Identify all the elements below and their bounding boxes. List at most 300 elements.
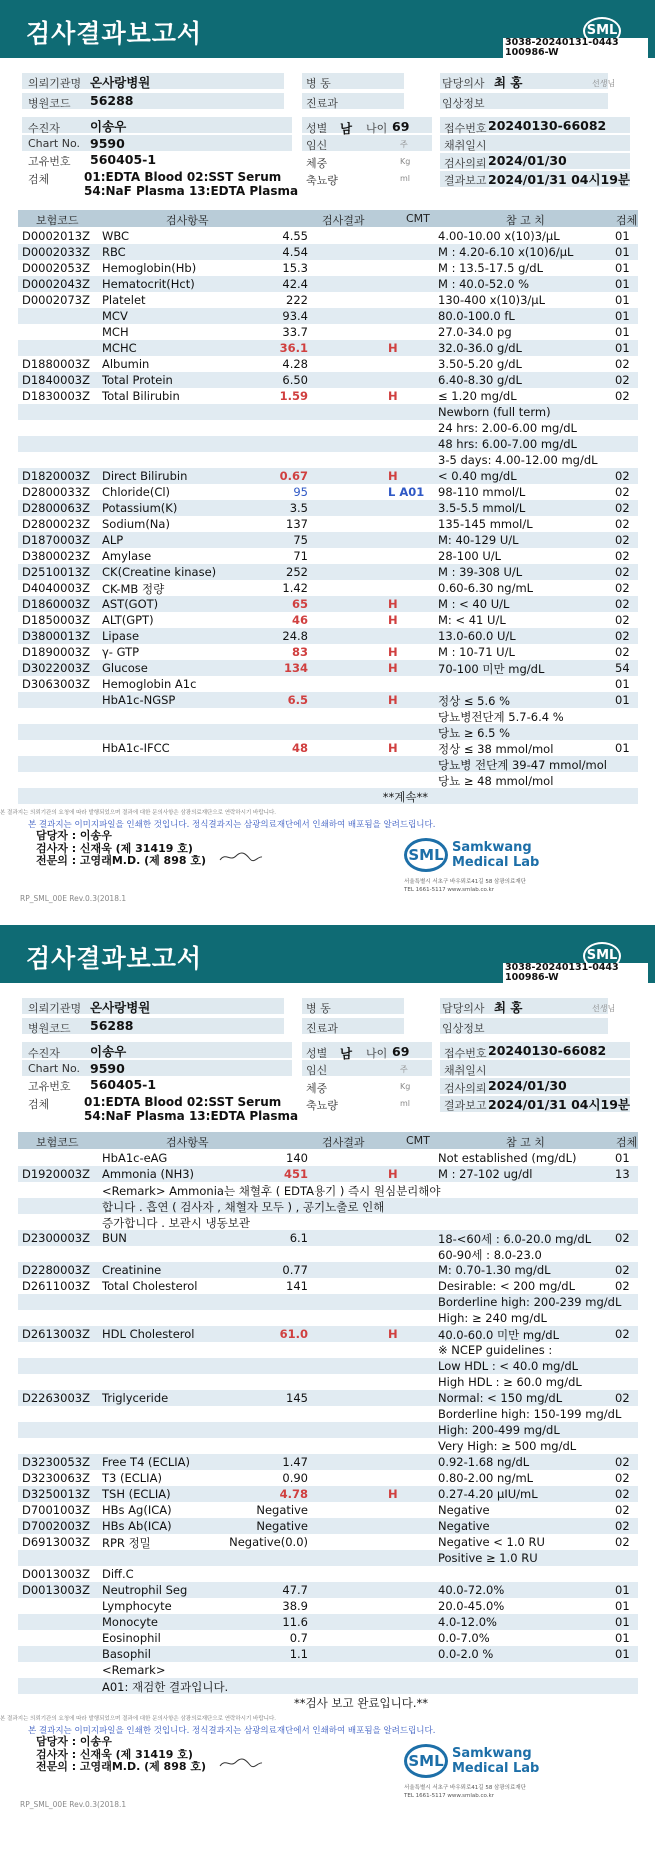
receipt-value: 20240130-66082 (488, 118, 607, 133)
table-row (18, 1598, 638, 1614)
request-label: 검사의뢰 (444, 157, 487, 170)
row-specimen: 01 (615, 1631, 630, 1645)
table-row (18, 404, 638, 420)
row-name: Lymphocyte (102, 1599, 172, 1613)
table-row (18, 1278, 638, 1294)
row-ref: 135-145 mmol/L (438, 517, 533, 531)
sign-staff: 담당자 : 이송우 (36, 829, 112, 842)
urine-label: 축뇨량 (306, 1099, 338, 1112)
row-code: D0002013Z (22, 229, 90, 243)
table-row (18, 564, 638, 580)
row-result: 11.6 (282, 1615, 308, 1629)
row-result: 6.5 (287, 693, 308, 707)
specimen-label: 검체 (28, 173, 50, 186)
row-result: 83 (291, 645, 308, 659)
row-ref: Positive ≥ 1.0 RU (438, 1551, 538, 1565)
row-ref: 0.92-1.68 ng/dL (438, 1455, 530, 1469)
table-row (18, 1518, 638, 1534)
row-specimen: 01 (615, 1583, 630, 1597)
row-specimen: 02 (615, 1503, 630, 1517)
pregnancy-label: 임신 (306, 1064, 328, 1077)
row-result: Negative(0.0) (229, 1535, 308, 1549)
table-row (18, 308, 638, 324)
lab-name-line: Medical Lab (452, 855, 540, 870)
table-row (18, 500, 638, 516)
row-flag: H (388, 1327, 398, 1341)
row-specimen: 01 (615, 693, 630, 707)
footer-disclaimer: 본 결과지는 의뢰기관의 요청에 따라 발행되었으며 결과에 대한 문의사항은 삼광의료재단으로 연락하시기 바랍니다. (0, 810, 277, 816)
table-row (18, 1166, 638, 1182)
row-name: Ammonia (NH3) (102, 1167, 195, 1181)
doctor-suffix: 선생님 (592, 1004, 616, 1013)
row-name: HbA1c-NGSP (102, 693, 176, 707)
table-row (18, 1694, 638, 1710)
row-ref: 3-5 days: 4.00-12.00 mg/dL (438, 453, 598, 467)
table-row (18, 1198, 638, 1214)
row-flag: H (388, 597, 398, 611)
row-code: D2800033Z (22, 485, 90, 499)
row-specimen: 02 (615, 565, 630, 579)
row-name: AST(GOT) (102, 597, 159, 611)
weight-label: 체중 (306, 157, 328, 170)
ward-label: 병 동 (306, 77, 331, 90)
row-ref: Negative (438, 1519, 490, 1533)
row-specimen: 01 (615, 277, 630, 291)
row-code: D2611003Z (22, 1279, 90, 1293)
row-ref: 20.0-45.0% (438, 1599, 505, 1613)
row-ref: < 0.40 mg/dL (438, 469, 517, 483)
table-row (18, 276, 638, 292)
receipt-value: 20240130-66082 (488, 1043, 607, 1058)
table-row (18, 1182, 638, 1198)
row-ref: 정상 ≤ 38 mmol/mol (438, 742, 554, 756)
report-number-line: 3038-20240131-0443 (505, 962, 619, 973)
table-row (18, 676, 638, 692)
row-result: 47.7 (282, 1583, 308, 1597)
row-ref: M: < 41 U/L (438, 613, 506, 627)
lab-address (404, 1784, 526, 1800)
row-name: CK-MB 정량 (102, 582, 165, 596)
row-flag: L A01 (388, 485, 425, 499)
row-ref: 0.27-4.20 µIU/mL (438, 1487, 538, 1501)
clinical-info-label: 임상정보 (442, 97, 485, 110)
row-ref: 0.0-7.0% (438, 1631, 490, 1645)
row-specimen: 01 (615, 341, 630, 355)
row-specimen: 01 (615, 325, 630, 339)
lab-address-line: TEL 1661-5117 www.smlab.co.kr (404, 1793, 494, 1799)
sign-doctor: 전문의 : 고영래M.D. (제 898 호) (36, 854, 207, 867)
row-code: D0002043Z (22, 277, 90, 291)
row-ref: 6.40-8.30 g/dL (438, 373, 522, 387)
row-result: Negative (256, 1503, 308, 1517)
row-ref: M : 13.5-17.5 g/dL (438, 261, 544, 275)
table-row (18, 1566, 638, 1582)
table-row (18, 628, 638, 644)
signature-scribble (218, 850, 264, 864)
col-cmt: CMT (406, 1134, 430, 1147)
row-flag: H (388, 469, 398, 483)
col-code: 보험코드 (36, 214, 79, 227)
col-specimen: 검체 (616, 214, 638, 227)
row-ref: High HDL : ≥ 60.0 mg/dL (438, 1375, 582, 1389)
patient-value: 이송우 (90, 119, 127, 134)
row-name: RPR 정밀 (102, 1536, 151, 1550)
table-row (18, 1550, 638, 1566)
sign-tester: 검사자 : 신재욱 (제 31419 호) (36, 841, 193, 855)
row-name: <Remark> (102, 1663, 166, 1677)
specimen-value-2: 54:NaF Plasma 13:EDTA Plasma (84, 1109, 299, 1123)
signature-scribble (218, 1756, 264, 1770)
row-code: D0002073Z (22, 293, 90, 307)
row-ref: Negative (438, 1503, 490, 1517)
row-name: Albumin (102, 357, 150, 371)
dept-label: 진료과 (306, 97, 338, 110)
table-row (18, 1502, 638, 1518)
row-specimen: 02 (615, 373, 630, 387)
row-ref: 48 hrs: 6.00-7.00 mg/dL (438, 437, 577, 451)
table-row (18, 1246, 638, 1262)
row-result: 1.1 (289, 1647, 308, 1661)
request-value: 2024/01/30 (488, 153, 567, 168)
request-value: 2024/01/30 (488, 1078, 567, 1093)
row-ref: High: ≥ 240 mg/dL (438, 1311, 547, 1325)
row-result: 252 (286, 565, 308, 579)
sign-staff: 담당자 : 이송우 (36, 1735, 112, 1748)
hospital-code-label: 병원코드 (28, 97, 71, 110)
table-row (18, 484, 638, 500)
row-specimen: 02 (615, 581, 630, 595)
row-flag: H (388, 1487, 398, 1501)
request-label: 검사의뢰 (444, 1082, 487, 1095)
row-ref: M : 40.0-52.0 % (438, 277, 530, 291)
row-specimen: 01 (615, 229, 630, 243)
row-result: 0.67 (279, 469, 308, 483)
row-ref: 3.5-5.5 mmol/L (438, 501, 526, 515)
specimen-value-1: 01:EDTA Blood 02:SST Serum (84, 1095, 282, 1109)
table-row (18, 340, 638, 356)
table-row (18, 1470, 638, 1486)
table-row (18, 1262, 638, 1278)
table-row (18, 420, 638, 436)
row-result: 4.55 (282, 229, 308, 243)
row-ref: Borderline high: 150-199 mg/dL (438, 1407, 622, 1421)
row-specimen: 02 (615, 485, 630, 499)
patient-label: 수진자 (28, 1047, 60, 1060)
row-result: 48 (291, 741, 308, 755)
urine-unit: ml (400, 1099, 411, 1108)
row-name: Free T4 (ECLIA) (102, 1455, 190, 1469)
lab-logo: SML (404, 1744, 448, 1778)
row-name: HBs Ab(ICA) (102, 1519, 172, 1533)
table-row (18, 228, 638, 244)
row-code: D2280003Z (22, 1263, 90, 1277)
age-value: 69 (392, 119, 410, 134)
table-row (18, 1294, 638, 1310)
form-revision: RP_SML_00E Rev.0.3(2018.1 (20, 1800, 127, 1809)
specimen-label: 검체 (28, 1098, 50, 1111)
pregnancy-unit: 주 (400, 1065, 408, 1074)
row-ref: 13.0-60.0 U/L (438, 629, 516, 643)
row-specimen: 02 (615, 469, 630, 483)
table-row (18, 516, 638, 532)
chart-label: Chart No. (28, 1062, 80, 1075)
row-result: 46 (291, 613, 308, 627)
col-cmt: CMT (406, 212, 430, 225)
sml-logo: SML (583, 17, 621, 45)
row-specimen: 02 (615, 1519, 630, 1533)
row-ref: 40.0-60.0 미만 mg/dL (438, 1328, 559, 1342)
row-name: MCHC (102, 341, 137, 355)
row-specimen: 02 (615, 1231, 630, 1245)
id-value: 560405-1 (90, 152, 157, 167)
table-row (18, 708, 638, 724)
row-result: 93.4 (282, 309, 308, 323)
table-row (18, 244, 638, 260)
ward-label: 병 동 (306, 1002, 331, 1015)
row-name: HDL Cholesterol (102, 1327, 195, 1341)
doctor-value: 최 홍 (494, 1000, 523, 1015)
specimen-value-1: 01:EDTA Blood 02:SST Serum (84, 170, 282, 184)
row-ref: Borderline high: 200-239 mg/dL (438, 1295, 622, 1309)
row-result: 15.3 (282, 261, 308, 275)
table-row (18, 1214, 638, 1230)
row-ref: 당뇨 ≥ 48 mmol/mol (438, 774, 554, 788)
table-row (18, 1678, 638, 1694)
table-row (18, 532, 638, 548)
row-ref: 70-100 미만 mg/dL (438, 662, 545, 676)
sex-label: 성별 (306, 1047, 328, 1060)
report-title: 검사결과보고서 (26, 19, 203, 48)
row-specimen: 01 (615, 261, 630, 275)
table-row (18, 772, 638, 788)
row-ref: 당뇨병전단계 5.7-6.4 % (438, 710, 564, 724)
row-result: 65 (291, 597, 308, 611)
row-result: 4.78 (279, 1487, 308, 1501)
table-row (18, 292, 638, 308)
row-code: D3800023Z (22, 549, 90, 563)
row-ref: 0.0-2.0 % (438, 1647, 494, 1661)
sex-value: 남 (340, 121, 353, 136)
row-code: D1830003Z (22, 389, 90, 403)
report-value: 2024/01/31 04시19분 (488, 172, 631, 187)
row-code: D1920003Z (22, 1167, 90, 1181)
row-ref: M : 10-71 U/L (438, 645, 515, 659)
row-result: 0.90 (282, 1471, 308, 1485)
table-row (18, 356, 638, 372)
weight-label: 체중 (306, 1082, 328, 1095)
row-specimen: 01 (615, 1599, 630, 1613)
footer-note: 본 결과지는 이미지파일을 인쇄한 것입니다. 정식결과지는 삼광의료재단에서 인쇄하여 배포됨을 알려드립니다. (28, 820, 436, 830)
row-result: **검사 보고 완료입니다.** (294, 1696, 428, 1710)
row-name: BUN (102, 1231, 127, 1245)
table-row (18, 388, 638, 404)
lab-name (452, 840, 539, 870)
row-result: 140 (286, 1151, 308, 1165)
row-result: 222 (286, 293, 308, 307)
col-ref: 참 고 치 (506, 214, 545, 227)
row-ref: 24 hrs: 2.00-6.00 mg/dL (438, 421, 577, 435)
row-ref: 4.00-10.00 x(10)3/µL (438, 229, 560, 243)
table-row (18, 1582, 638, 1598)
row-result: 1.47 (282, 1455, 308, 1469)
table-row (18, 692, 638, 708)
id-label: 고유번호 (28, 155, 71, 168)
row-result: 6.50 (282, 373, 308, 387)
report-page-2 (0, 925, 655, 1850)
table-row (18, 660, 638, 676)
form-revision: RP_SML_00E Rev.0.3(2018.1 (20, 894, 127, 903)
row-code: D1880003Z (22, 357, 90, 371)
row-code: D2263003Z (22, 1391, 90, 1405)
row-name: 합니다 . 흡연 ( 검사자 , 채혈자 모두 ) , 공기노출로 인해 (102, 1200, 385, 1214)
row-result: 38.9 (282, 1599, 308, 1613)
table-row (18, 1390, 638, 1406)
urine-unit: ml (400, 174, 411, 183)
info-field-bg (22, 1042, 292, 1058)
row-specimen: 02 (615, 629, 630, 643)
sex-label: 성별 (306, 122, 328, 135)
row-result: 137 (286, 517, 308, 531)
signatures (36, 1736, 206, 1774)
row-code: D2510013Z (22, 565, 90, 579)
row-specimen: 01 (615, 245, 630, 259)
footer-disclaimer: 본 결과지는 의뢰기관의 요청에 따라 발행되었으며 결과에 대한 문의사항은 삼광의료재단으로 연락하시기 바랍니다. (0, 1716, 277, 1722)
table-row (18, 1646, 638, 1662)
table-row (18, 596, 638, 612)
row-specimen: 01 (615, 293, 630, 307)
table-row (18, 1534, 638, 1550)
lab-address-line: TEL 1661-5117 www.smlab.co.kr (404, 887, 494, 893)
doctor-label: 담당의사 (442, 77, 485, 90)
table-row (18, 1150, 638, 1166)
row-ref: 0.80-2.00 ng/mL (438, 1471, 534, 1485)
row-code: D7001003Z (22, 1503, 90, 1517)
receipt-label: 접수번호 (444, 122, 487, 135)
row-result: 42.4 (282, 277, 308, 291)
row-name: Triglyceride (102, 1391, 169, 1405)
report-number (503, 963, 648, 985)
row-name: Lipase (102, 629, 140, 643)
lab-logo: SML (404, 838, 448, 872)
col-name: 검사항목 (166, 1136, 209, 1149)
row-flag: H (388, 645, 398, 659)
row-name: HbA1c-IFCC (102, 741, 170, 755)
table-row (18, 1454, 638, 1470)
row-code: D3230063Z (22, 1471, 90, 1485)
row-ref: Very High: ≥ 500 mg/dL (438, 1439, 577, 1453)
report-label: 결과보고 (444, 1099, 487, 1112)
row-code: D3230053Z (22, 1455, 90, 1469)
table-row (18, 724, 638, 740)
report-label: 결과보고 (444, 174, 487, 187)
sign-doctor: 전문의 : 고영래M.D. (제 898 호) (36, 1760, 207, 1773)
row-ref: 80.0-100.0 fL (438, 309, 515, 323)
row-name: Direct Bilirubin (102, 469, 188, 483)
row-result: 6.1 (289, 1231, 308, 1245)
row-name: A01: 재검한 결과입니다. (102, 1680, 229, 1694)
row-result: 4.28 (282, 357, 308, 371)
sex-value: 남 (340, 1046, 353, 1061)
row-name: TSH (ECLIA) (102, 1487, 171, 1501)
row-name: Platelet (102, 293, 146, 307)
row-result: Negative (256, 1519, 308, 1533)
lab-address-line: 서울특별시 서초구 바우뫼로41길 58 삼광의료재단 (404, 1785, 526, 1791)
row-result: 95 (293, 485, 308, 499)
row-specimen: 02 (615, 1279, 630, 1293)
row-ref: 60-90세 : 8.0-23.0 (438, 1248, 542, 1262)
row-code: D2800063Z (22, 501, 90, 515)
row-result: 0.7 (289, 1631, 308, 1645)
doctor-value: 최 홍 (494, 75, 523, 90)
dept-label: 진료과 (306, 1022, 338, 1035)
row-code: D0013003Z (22, 1567, 90, 1581)
row-name: ALT(GPT) (102, 613, 154, 627)
row-name: T3 (ECLIA) (102, 1471, 162, 1485)
col-result: 검사결과 (322, 1136, 365, 1149)
collect-label: 채취일시 (444, 139, 487, 152)
row-name: Hematocrit(Hct) (102, 277, 195, 291)
lab-name-line: Medical Lab (452, 1761, 540, 1776)
row-ref: ≤ 1.20 mg/dL (438, 389, 517, 403)
row-name: Hemoglobin(Hb) (102, 261, 197, 275)
row-specimen: 02 (615, 1327, 630, 1341)
patient-value: 이송우 (90, 1044, 127, 1059)
row-specimen: 02 (615, 517, 630, 531)
row-specimen: 02 (615, 1471, 630, 1485)
patient-label: 수진자 (28, 122, 60, 135)
table-header (18, 210, 638, 227)
row-specimen: 02 (615, 1487, 630, 1501)
row-result: 1.59 (279, 389, 308, 403)
col-ref: 참 고 치 (506, 1136, 545, 1149)
lab-address-line: 서울특별시 서초구 바우뫼로41길 58 삼광의료재단 (404, 879, 526, 885)
row-code: D2300003Z (22, 1231, 90, 1245)
row-ref: 3.50-5.20 g/dL (438, 357, 522, 371)
row-ref: 130-400 x(10)3/µL (438, 293, 546, 307)
row-ref: 98-110 mmol/L (438, 485, 526, 499)
row-ref: M: 40-129 U/L (438, 533, 519, 547)
row-ref: Negative < 1.0 RU (438, 1535, 545, 1549)
institution-value: 온사랑병원 (90, 75, 151, 90)
row-ref: 정상 ≤ 5.6 % (438, 694, 511, 708)
lab-name (452, 1746, 539, 1776)
sml-logo: SML (583, 942, 621, 970)
age-value: 69 (392, 1044, 410, 1059)
doctor-suffix: 선생님 (592, 79, 616, 88)
row-name: Potassium(K) (102, 501, 178, 515)
col-code: 보험코드 (36, 1136, 79, 1149)
row-specimen: 01 (615, 1615, 630, 1629)
row-name: Eosinophil (102, 1631, 161, 1645)
row-result: 451 (283, 1167, 308, 1181)
row-specimen: 01 (615, 1647, 630, 1661)
chart-value: 9590 (90, 1061, 125, 1076)
row-ref: M : 27-102 ug/dl (438, 1167, 533, 1181)
row-ref: 18-<60세 : 6.0-20.0 mg/dL (438, 1232, 592, 1246)
row-result: 141 (286, 1279, 308, 1293)
row-ref: 28-100 U/L (438, 549, 502, 563)
row-specimen: 02 (615, 597, 630, 611)
table-row (18, 1310, 638, 1326)
table-row (18, 436, 638, 452)
row-ref: Normal: < 150 mg/dL (438, 1391, 563, 1405)
row-result: 4.54 (282, 245, 308, 259)
col-specimen: 검체 (616, 1136, 638, 1149)
row-result: 145 (286, 1391, 308, 1405)
row-code: D3063003Z (22, 677, 90, 691)
doctor-label: 담당의사 (442, 1002, 485, 1015)
row-name: MCH (102, 325, 129, 339)
